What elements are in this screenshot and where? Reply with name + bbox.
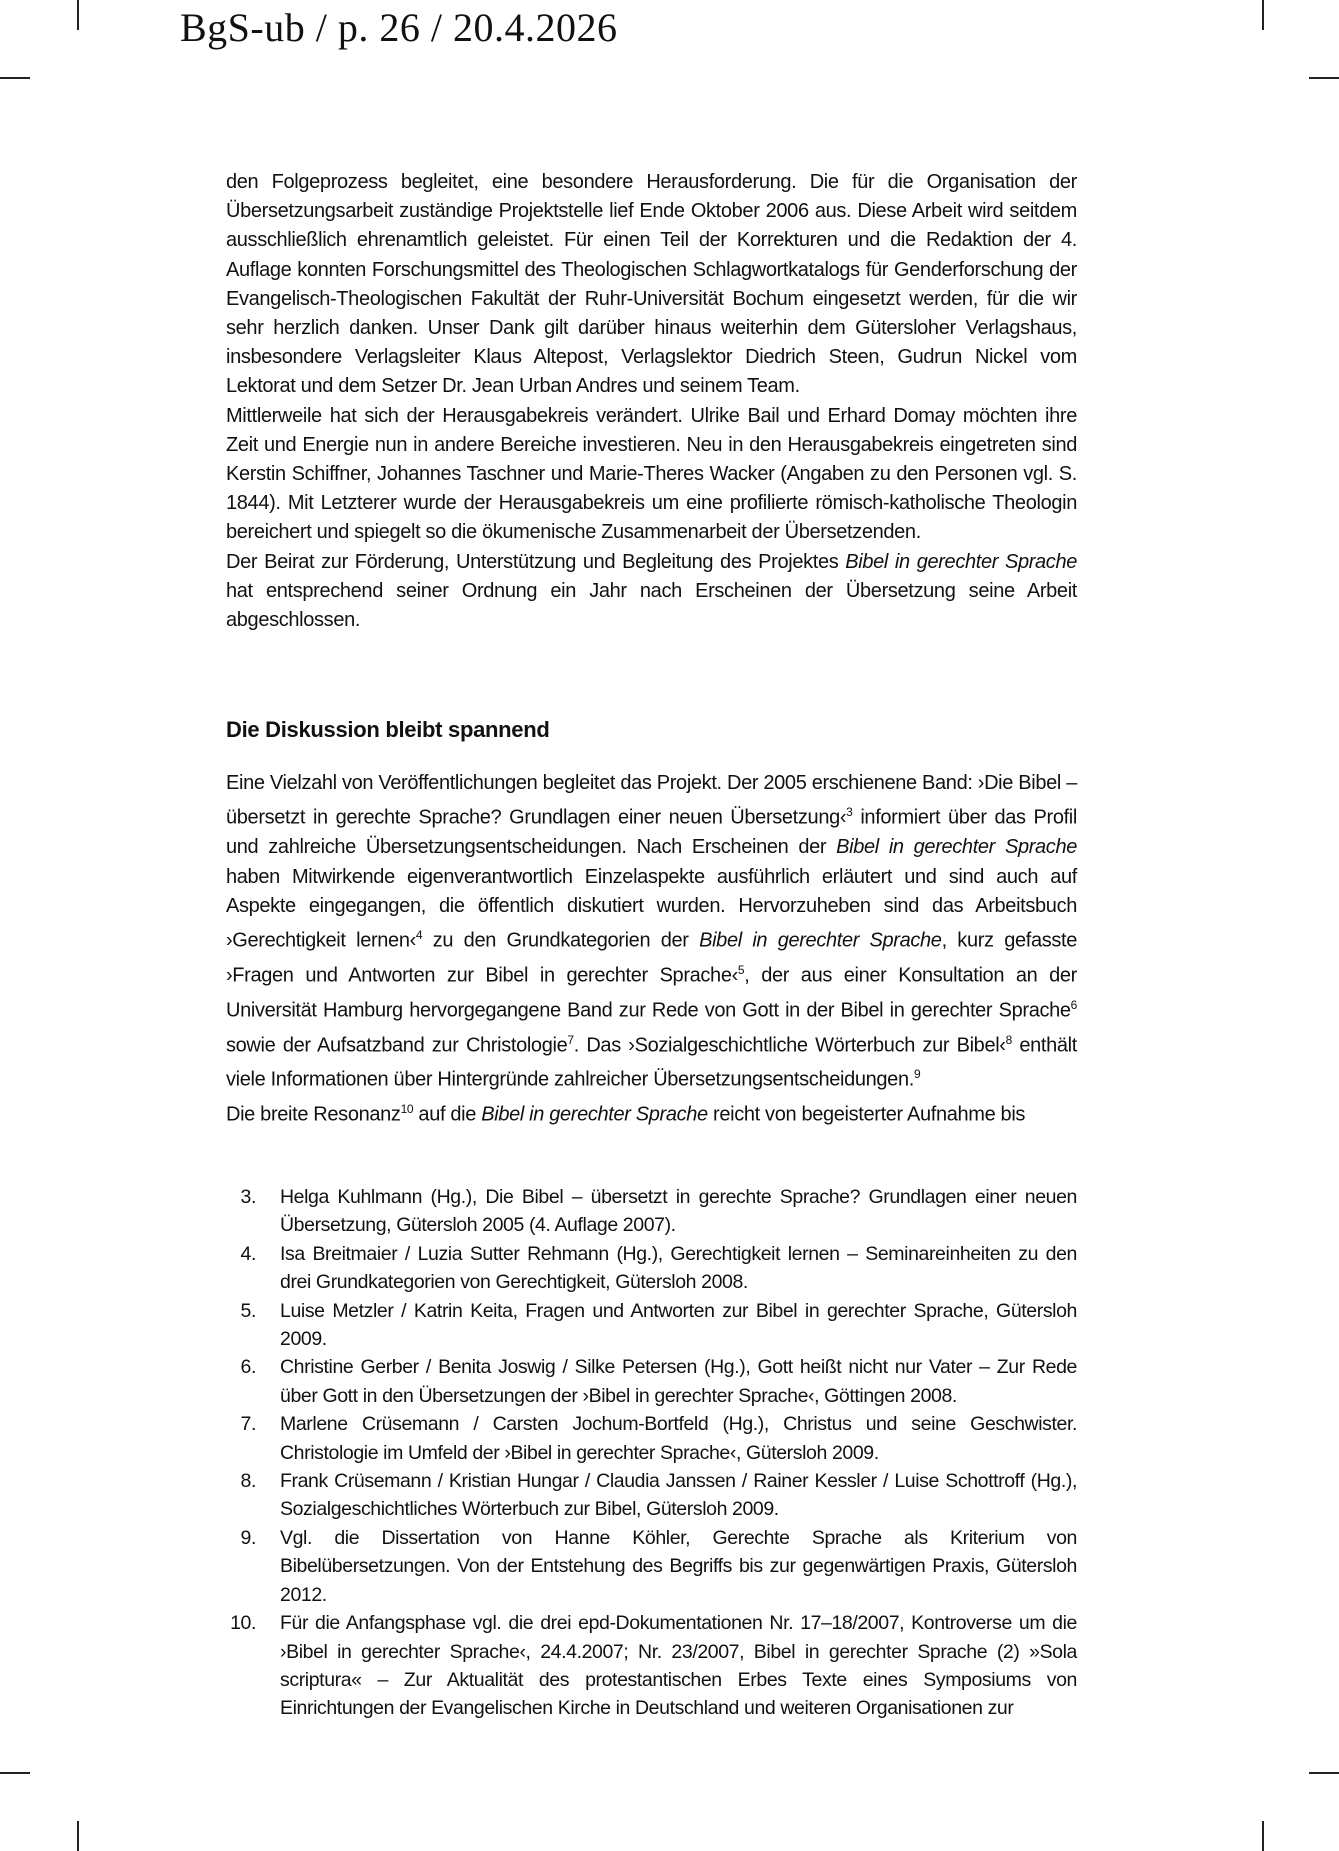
footnote-ref-4[interactable]: 4 xyxy=(415,927,423,942)
paragraph-3-italic: Bibel in gerechter Sprache xyxy=(845,550,1077,573)
running-head: BgS-ub / p. 26 / 20.4.2026 xyxy=(180,5,618,50)
footnote-ref-6[interactable]: 6 xyxy=(1070,997,1077,1012)
footnote-text: Vgl. die Dissertation von Hanne Köhler, Gerechte Sprache als Kriterium von Bibelübersetzungen. Von der Entstehung des Begriffs bis zur gegenwärtigen Praxis, Gütersloh 2012. xyxy=(280,1526,1077,1606)
p4-text-d: zu den Grundkategorien der xyxy=(422,929,700,952)
crop-mark-top-right-v xyxy=(1262,0,1264,30)
footnote-6 xyxy=(226,1353,1077,1410)
p4-text-b: informiert über das Profil und zahlreiche Übersetzungsentscheidungen. Nach Erscheinen der xyxy=(226,807,1077,859)
p4-italic-2: Bibel in gerechter Sprache xyxy=(699,929,942,952)
paragraph-4 xyxy=(226,769,1077,1095)
footnote-7 xyxy=(226,1410,1077,1467)
footnote-number: 4. xyxy=(240,1242,256,1265)
crop-mark-bottom-left-h xyxy=(0,1772,30,1774)
paragraph-5 xyxy=(226,1095,1077,1130)
crop-mark-bottom-right-h xyxy=(1309,1772,1339,1774)
footnote-ref-10[interactable]: 10 xyxy=(400,1102,414,1117)
footnote-number: 6. xyxy=(240,1356,256,1379)
p4-italic-1: Bibel in gerechter Sprache xyxy=(836,836,1077,859)
footnote-5 xyxy=(226,1297,1077,1354)
footnote-3 xyxy=(226,1183,1077,1240)
crop-mark-top-right-h xyxy=(1309,77,1339,79)
footnote-text: Isa Breitmaier / Luzia Sutter Rehmann (Hg.), Gerechtigkeit lernen – Seminareinheiten zu den drei Grundkategorien von Gerechtigkeit, Gütersloh 2008. xyxy=(280,1242,1077,1294)
paragraph-2 xyxy=(226,402,1077,548)
p5-italic: Bibel in gerechter Sprache xyxy=(481,1103,708,1126)
footnote-ref-7[interactable]: 7 xyxy=(567,1032,574,1047)
paragraph-3-text-c: hat entsprechend seiner Ordnung ein Jahr nach Erscheinen der Übersetzung seine Arbeit abgeschlossen. xyxy=(226,579,1077,632)
footnote-text: Helga Kuhlmann (Hg.), Die Bibel – übersetzt in gerechte Sprache? Grundlagen einer neuen Übersetzung, Gütersloh 2005 (4. Auflage 2007). xyxy=(280,1186,1077,1237)
footnote-number: 5. xyxy=(240,1299,256,1322)
crop-mark-top-left-h xyxy=(0,77,30,79)
footnote-ref-5[interactable]: 5 xyxy=(737,962,745,977)
footnote-ref-8[interactable]: 8 xyxy=(1005,1032,1012,1047)
p4-text-i: enthält viele Informationen über Hintergründe zahlreicher Übersetzungsentscheidungen. xyxy=(226,1034,1077,1092)
p5-text-b: auf die xyxy=(413,1103,482,1126)
paragraph-2-text: Mittlerweile hat sich der Herausgabekreis verändert. Ulrike Bail und Erhard Domay möchten ihre Zeit und Energie nun in andere Bereiche investieren. Neu in den Herausgabekreis eingetreten sind Kerstin Schiffner, Johannes Taschner und Marie-Theres Wacker (Angaben zu den Personen vgl. S. 1844). Mit Letzterer wurde der Herausgabekreis um eine profilierte römisch-katholische Theologin bereichert und spiegelt so die ökumenische Zusammenarbeit der Übersetzenden. xyxy=(226,404,1077,544)
p4-text-g: sowie der Aufsatzband zur Christologie xyxy=(226,1034,568,1057)
footnote-9 xyxy=(226,1524,1077,1609)
crop-mark-bottom-right-v xyxy=(1262,1821,1264,1851)
footnote-number: 10. xyxy=(230,1612,256,1635)
footnote-number: 7. xyxy=(240,1413,256,1436)
footnote-number: 8. xyxy=(240,1470,256,1493)
paragraph-3-text-a: Der Beirat zur Förderung, Unterstützung und Begleitung des Projektes xyxy=(226,550,846,573)
p4-text-e: , kurz gefasste ›Fragen und Antworten zur Bibel in gerechter Sprache‹ xyxy=(226,929,1077,987)
footnote-text: Frank Crüsemann / Kristian Hungar / Claudia Janssen / Rainer Kessler / Luise Schottroff (Hg.), Sozialgeschichtliches Wörterbuch zur Bibel, Gütersloh 2009. xyxy=(280,1470,1077,1521)
footnote-text: Luise Metzler / Katrin Keita, Fragen und Antworten zur Bibel in gerechter Sprache, Gütersloh 2009. xyxy=(280,1299,1077,1351)
paragraph-3 xyxy=(226,548,1077,636)
footnotes xyxy=(226,1183,1077,1723)
p4-text-f: , der aus einer Konsultation an der Universität Hamburg hervorgegangene Band zur Rede von Gott in der Bibel in gerechter Sprache xyxy=(226,964,1077,1022)
p4-text-h: . Das ›Sozialgeschichtliche Wörterbuch zur Bibel‹ xyxy=(573,1034,1006,1057)
footnote-ref-3[interactable]: 3 xyxy=(846,805,853,820)
p4-text-a: Eine Vielzahl von Veröffentlichungen begleitet das Projekt. Der 2005 erschienene Band: ›Die Bibel – übersetzt in gerechte Sprache? Grundlagen einer neuen Übersetzung‹ xyxy=(226,772,1077,830)
footnote-text: Marlene Crüsemann / Carsten Jochum-Bortfeld (Hg.), Christus und seine Geschwister. Christologie im Umfeld der ›Bibel in gerechter Sprache‹, Gütersloh 2009. xyxy=(280,1413,1077,1464)
p5-text-c: reicht von begeisterter Aufnahme bis xyxy=(707,1103,1026,1126)
footnote-8 xyxy=(226,1467,1077,1524)
crop-mark-bottom-left-v xyxy=(77,1821,79,1851)
footnote-number: 9. xyxy=(240,1526,256,1549)
main-text xyxy=(226,168,1077,1130)
section-heading: Die Diskussion bleibt spannend xyxy=(226,717,550,743)
crop-mark-top-left-v xyxy=(77,0,79,30)
footnote-number: 3. xyxy=(240,1186,256,1208)
footnote-ref-9[interactable]: 9 xyxy=(913,1067,921,1082)
footnote-text: Für die Anfangsphase vgl. die drei epd-Dokumentationen Nr. 17–18/2007, Kontroverse um die ›Bibel in gerechter Sprache‹, 24.4.2007; Nr. 23/2007, Bibel in gerechter Sprache (2) »Sola scriptura« – Zur Aktualität des protestantischen Erbes Texte eines Symposiums von Einrichtungen der Evangelischen Kirche in Deutschland und weiteren Organisationen zur xyxy=(280,1612,1077,1720)
p5-text-a: Die breite Resonanz xyxy=(226,1103,401,1126)
footnote-4 xyxy=(226,1240,1077,1297)
footnote-10 xyxy=(226,1609,1077,1723)
paragraph-1: den Folgeprozess begleitet, eine besondere Herausforderung. Die für die Organisation der Übersetzungsarbeit zuständige Projektstelle lief Ende Oktober 2006 aus. Diese Arbeit wird seitdem ausschließlich ehrenamtlich geleistet. Für einen Teil der Korrekturen und die Redaktion der 4. Auflage konnten Forschungsmittel des Theologischen Schlagwortkatalogs für Genderforschung der Evangelisch-Theologischen Fakultät der Ruhr-Universität Bochum eingesetzt werden, für die wir sehr herzlich danken. Unser Dank gilt darüber hinaus weiterhin dem Gütersloher Verlagshaus, insbesondere Verlagsleiter Klaus Altepost, Verlagslektor Diedrich Steen, Gudrun Nickel vom Lektorat und dem Setzer Dr. Jean Urban Andres und seinem Team. xyxy=(226,171,1077,398)
p4-text-c: haben Mitwirkende eigenverantwortlich Einzelaspekte ausführlich erläutert und sind auch auf Aspekte eingegangen, die öffentlich diskutiert wurden. Hervorzuheben sind das Arbeitsbuch ›Gerechtigkeit lernen‹ xyxy=(226,865,1077,952)
footnote-text: Christine Gerber / Benita Joswig / Silke Petersen (Hg.), Gott heißt nicht nur Vater – Zur Rede über Gott in den Übersetzungen der ›Bibel in gerechter Sprache‹, Göttingen 2008. xyxy=(280,1356,1077,1407)
